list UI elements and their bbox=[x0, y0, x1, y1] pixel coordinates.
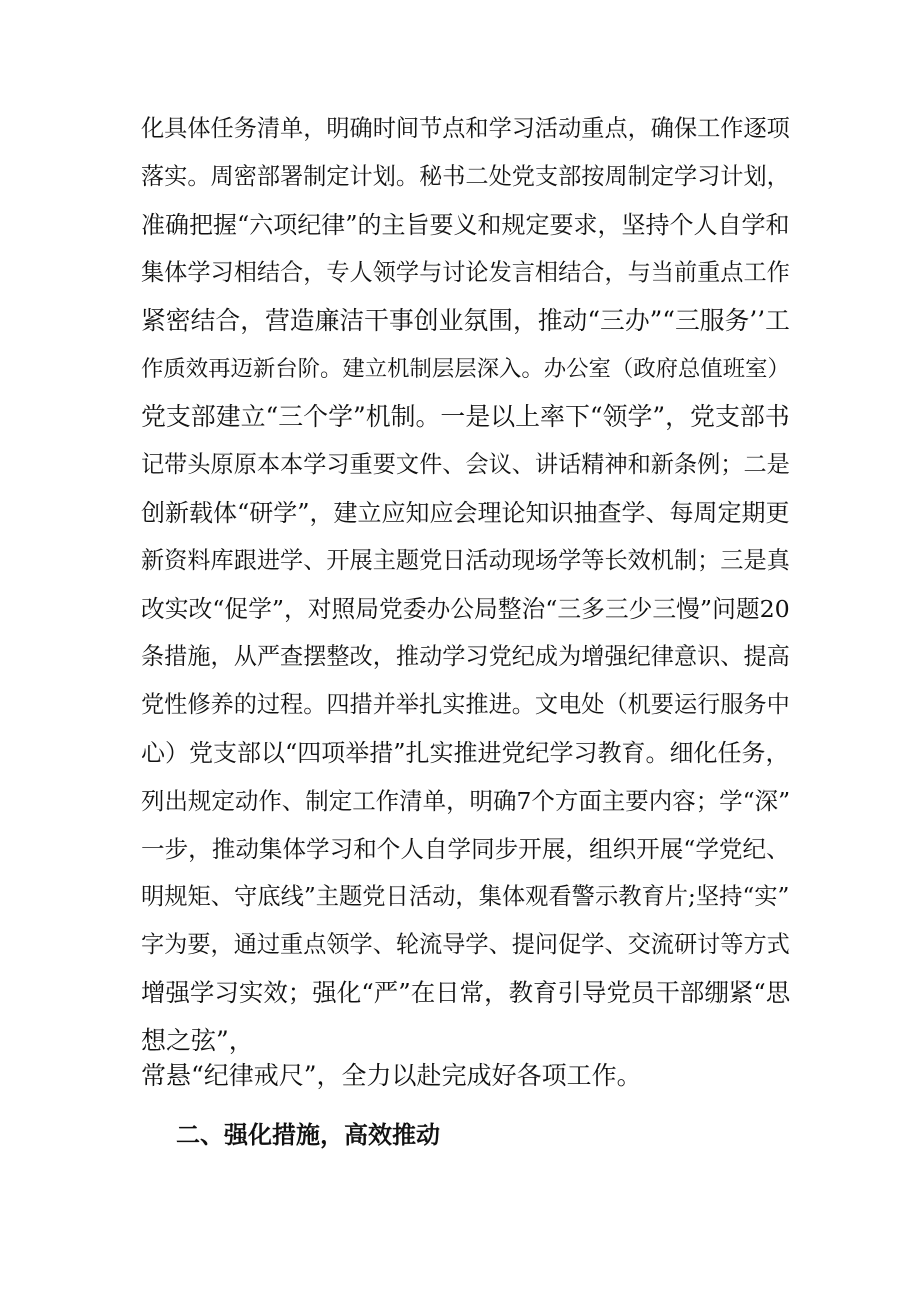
body-text-line: 党性修养的过程。四措并举扎实推进。文电处（机要运行服务中 bbox=[141, 691, 790, 718]
body-text-line: 心）党支部以“四项举措”扎实推进党纪学习教育。细化任务， bbox=[141, 739, 790, 767]
body-text-line: 记带头原原本本学习重要文件、会议、讲话精神和新条例；二是 bbox=[141, 451, 790, 478]
body-text-line: 作质效再迈新台阶。建立机制层层深入。办公室（政府总值班室） bbox=[141, 356, 790, 382]
body-text-line: 创新载体“研学”，建立应知应会理论知识抽查学、每周定期更 bbox=[141, 499, 790, 527]
body-text-line: 常悬“纪律戒尺”，全力以赴完成好各项工作。 bbox=[141, 1061, 642, 1090]
body-text-line: 紧密结合，营造廉洁干事创业氛围，推动“三办”“三服务’’工 bbox=[141, 306, 790, 335]
body-text-line: 落实。周密部署制定计划。秘书二处党支部按周制定学习计划， bbox=[141, 163, 790, 190]
body-text-line: 列出规定动作、制定工作清单，明确7个方面主要内容；学“深” bbox=[141, 787, 791, 815]
body-text-line: 增强学习实效；强化“严”在日常，教育引导党员干部绷紧“思 bbox=[141, 978, 791, 1007]
body-text-line: 改实改“促学”，对照局党委办公局整治“三多三少三慢”问题20 bbox=[141, 595, 790, 623]
body-text-line: 想之弦”， bbox=[141, 1026, 254, 1055]
section-heading: 二、强化措施，高效推动 bbox=[176, 1121, 440, 1149]
body-text-line: 准确把握“六项纪律”的主旨要义和规定要求，坚持个人自学和 bbox=[141, 211, 790, 239]
body-text-line: 化具体任务清单，明确时间节点和学习活动重点，确保工作逐项 bbox=[141, 115, 790, 142]
body-text-line: 党支部建立“三个学”机制。一是以上率下“领学”，党支部书 bbox=[141, 402, 790, 431]
body-text-line: 新资料库跟进学、开展主题党日活动现场学等长效机制；三是真 bbox=[141, 547, 790, 574]
body-text-line: 明规矩、守底线”主题党日活动，集体观看警示教育片;坚持“实” bbox=[141, 883, 790, 910]
body-text-line: 集体学习相结合，专人领学与讨论发言相结合，与当前重点工作 bbox=[141, 259, 790, 286]
body-text-line: 条措施，从严查摆整改，推动学习党纪成为增强纪律意识、提高 bbox=[141, 643, 790, 670]
body-text-line: 字为要，通过重点领学、轮流导学、提问促学、交流研讨等方式 bbox=[141, 931, 790, 958]
body-text-line: 一步，推动集体学习和个人自学同步开展，组织开展“学党纪、 bbox=[141, 835, 790, 863]
